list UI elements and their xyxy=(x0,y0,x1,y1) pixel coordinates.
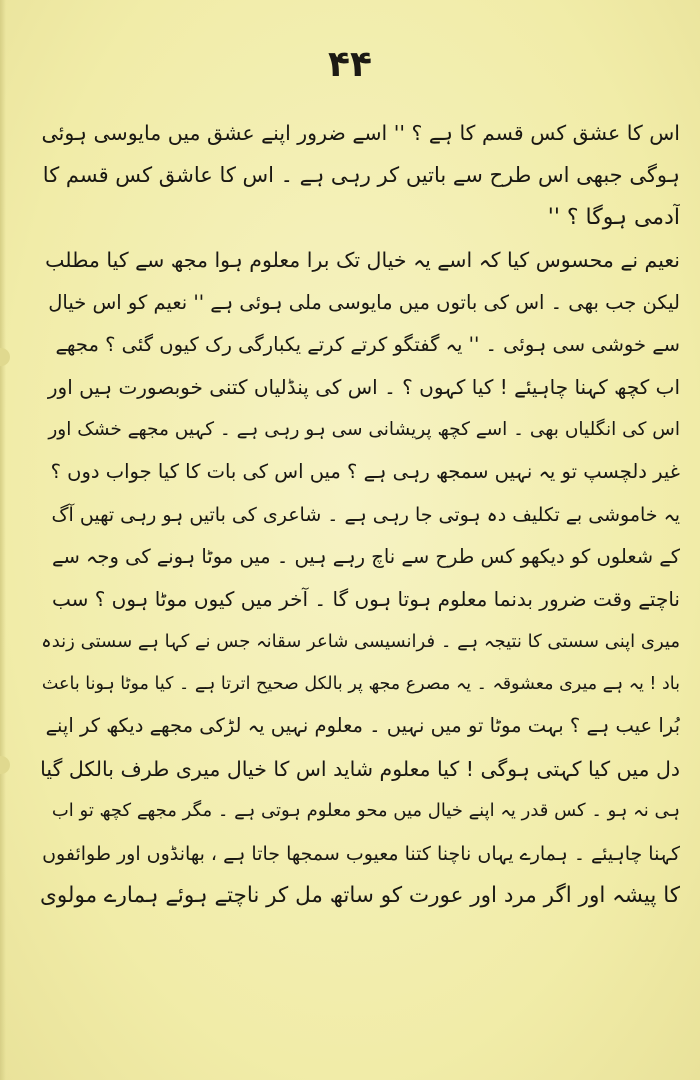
text-line: سے خوشی سی ہوئی ۔ '' یہ گفتگو کرتے کرتے یکبارگی رک کیوں گئی ؟ مجھے xyxy=(55,332,680,356)
text-line: میری اپنی سستی کا نتیجہ ہے ۔ فرانسیسی شاعر سقانہ جس نے کہا ہے سستی زندہ xyxy=(41,630,680,652)
text-line: نعیم نے محسوس کیا کہ اسے یہ خیال تک برا معلوم ہوا مجھ سے کیا مطلب xyxy=(45,248,680,273)
text-line: اب کچھ کہنا چاہیئے ! کیا کہوں ؟ ۔ اس کی پنڈلیاں کتنی خوبصورت ہیں اور xyxy=(47,375,680,400)
text-line: ناچتے وقت ضرور بدنما معلوم ہوتا ہوں گا ۔ آخر میں کیوں موٹا ہوں ؟ سب xyxy=(51,587,680,612)
text-line: یہ خاموشی بے تکلیف دہ ہوتی جا رہی ہے ۔ شاعری کی باتیں ہو رہی تھیں آگ xyxy=(51,503,680,526)
text-line: غیر دلچسپ تو یہ نہیں سمجھ رہی ہے ؟ میں اس کی بات کا کیا جواب دوں ؟ xyxy=(50,460,680,484)
text-line: کے شعلوں کو دیکھو کس طرح سے ناچ رہے ہیں ۔ میں موٹا ہونے کی وجہ سے xyxy=(52,544,680,568)
page-edge-shadow xyxy=(0,0,6,1080)
binding-hole xyxy=(0,756,10,774)
text-line: اس کی انگلیاں بھی ۔ اسے کچھ پریشانی سی ہو رہی ہے ۔ کہیں مجھے خشک اور xyxy=(48,418,680,440)
text-line: اس کا عشق کس قسم کا ہے ؟ '' اسے ضرور اپنے عشق میں مایوسی ہوئی xyxy=(41,121,680,145)
text-line: ہوگی جبھی اس طرح سے باتیں کر رہی ہے ۔ اس کا عاشق کس قسم کا xyxy=(42,163,680,188)
text-line: کہنا چاہیئے ۔ ہمارے یہاں ناچنا کتنا معیوب سمجھا جاتا ہے ، بھانڈوں اور طوائفوں xyxy=(42,842,680,865)
page-number: ۴۴ xyxy=(328,44,372,85)
text-line: دل میں کیا کہتی ہوگی ! کیا معلوم شاید اس کا خیال میری طرف بالکل گیا xyxy=(40,756,680,781)
body-text xyxy=(40,112,680,917)
binding-hole xyxy=(0,348,10,366)
text-line: باد ! یہ ہے میری معشوقہ ۔ یہ مصرع مجھ پر بالکل صحیح اترتا ہے ۔ کیا موٹا ہونا باعث xyxy=(41,674,680,695)
text-line: آدمی ہوگا ؟ '' xyxy=(547,204,680,230)
text-line: لیکن جب بھی ۔ اس کی باتوں میں مایوسی ملی ہوئی ہے '' نعیم کو اس خیال xyxy=(48,290,680,314)
text-line: بُرا عیب ہے ؟ بہت موٹا تو میں نہیں ۔ معلوم نہیں یہ لڑکی مجھے دیکھ کر اپنے xyxy=(45,714,680,738)
text-line: ہی نہ ہو ۔ کس قدر یہ اپنے خیال میں محو معلوم ہوتی ہے ۔ مگر مجھے کچھ تو اب xyxy=(51,800,680,822)
text-line: کا پیشہ اور اگر مرد اور عورت کو ساتھ مل کر ناچتے ہوئے ہمارے مولوی xyxy=(40,883,680,909)
